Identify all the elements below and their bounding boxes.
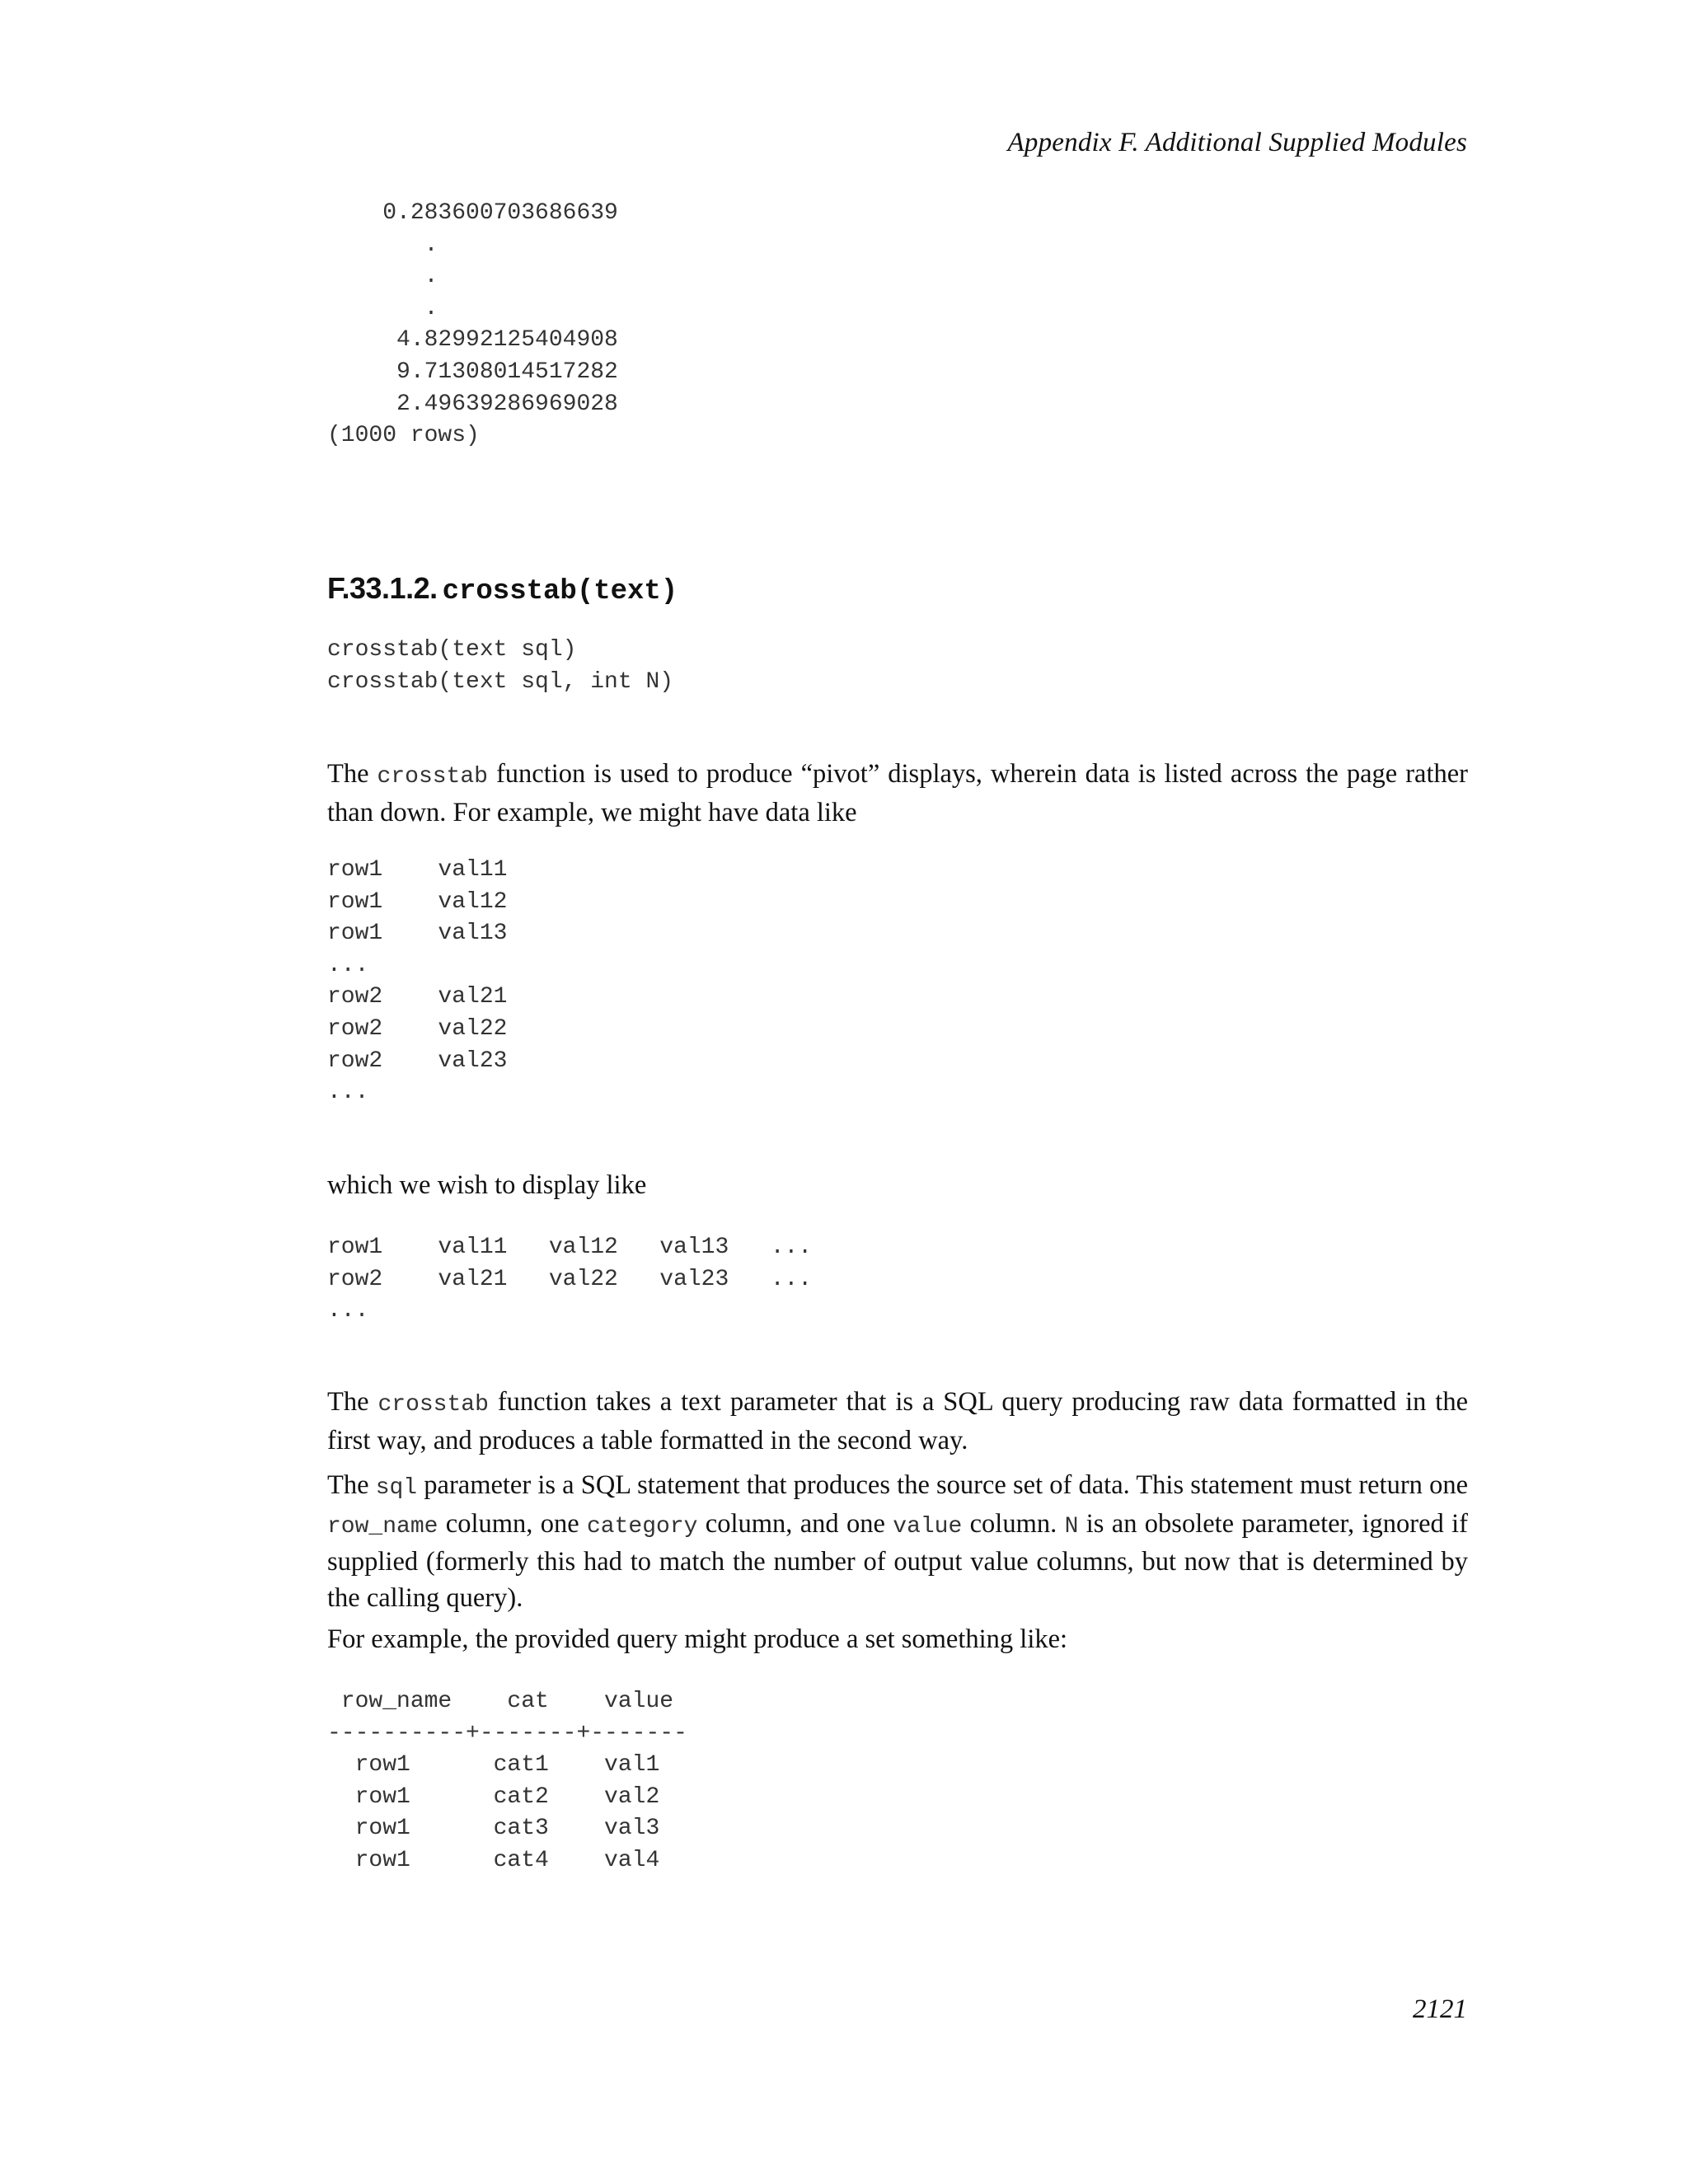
section-function-name: crosstab(text) [442, 576, 678, 607]
paragraph-text: function is used to produce “pivot” displays, wherein data is listed across the page rather than down. For example, we might have data like [327, 759, 1468, 827]
inline-code-sql: sql [375, 1475, 418, 1501]
page-number: 2121 [1413, 1994, 1467, 2024]
paragraph-crosstab-parameter [327, 1385, 1468, 1459]
query-output-listing: 0.283600703686639 . . . 4.82992125404908 9.71308014517282 2.49639286969028 (1000 rows) [327, 200, 618, 449]
paragraph-text: column. [962, 1508, 1065, 1539]
running-header: Appendix F. Additional Supplied Modules [1007, 128, 1467, 157]
section-number: F.33.1.2. [327, 571, 438, 605]
paragraph-text: parameter is a SQL statement that produces the source set of data. This statement must return one [417, 1470, 1468, 1500]
paragraph-sql-parameter [327, 1468, 1468, 1616]
result-table-listing: row_name cat value ----------+-------+------- row1 cat1 val1 row1 cat2 val2 row1 cat3 val3 row1 cat4 val4 [327, 1689, 687, 1873]
inline-code-crosstab: crosstab [377, 1392, 489, 1418]
paragraph-text: The [327, 1470, 376, 1500]
function-signature-listing: crosstab(text sql) crosstab(text sql, int N) [327, 637, 674, 695]
inline-code-n: N [1064, 1513, 1079, 1540]
paragraph-display-like: which we wish to display like [327, 1170, 647, 1200]
inline-code-category: category [587, 1513, 698, 1540]
paragraph-crosstab-intro [327, 757, 1468, 831]
raw-data-listing: row1 val11 row1 val12 row1 val13 ... row2 val21 row2 val22 row2 val23 ... [327, 857, 508, 1106]
paragraph-text: column, and one [697, 1508, 893, 1539]
paragraph-text: The [327, 1387, 378, 1417]
inline-code-row-name: row_name [327, 1513, 438, 1540]
paragraph-text: column, one [438, 1508, 587, 1539]
inline-code-crosstab: crosstab [377, 764, 488, 790]
paragraph-text: function takes a text parameter that is a SQL query producing raw data formatted in the first way, and produces a table formatted in the second way. [327, 1387, 1468, 1455]
paragraph-example-intro: For example, the provided query might produce a set something like: [327, 1624, 1068, 1654]
pivot-data-listing: row1 val11 val12 val13 ... row2 val21 val22 val23 ... ... [327, 1235, 813, 1324]
paragraph-text: The [327, 759, 377, 789]
paragraph-text: is an obsolete parameter, ignored if supplied (formerly this had to match the number of output value columns, but now that is determined by the calling query). [327, 1508, 1468, 1613]
section-heading [327, 569, 678, 612]
inline-code-value: value [893, 1513, 963, 1540]
